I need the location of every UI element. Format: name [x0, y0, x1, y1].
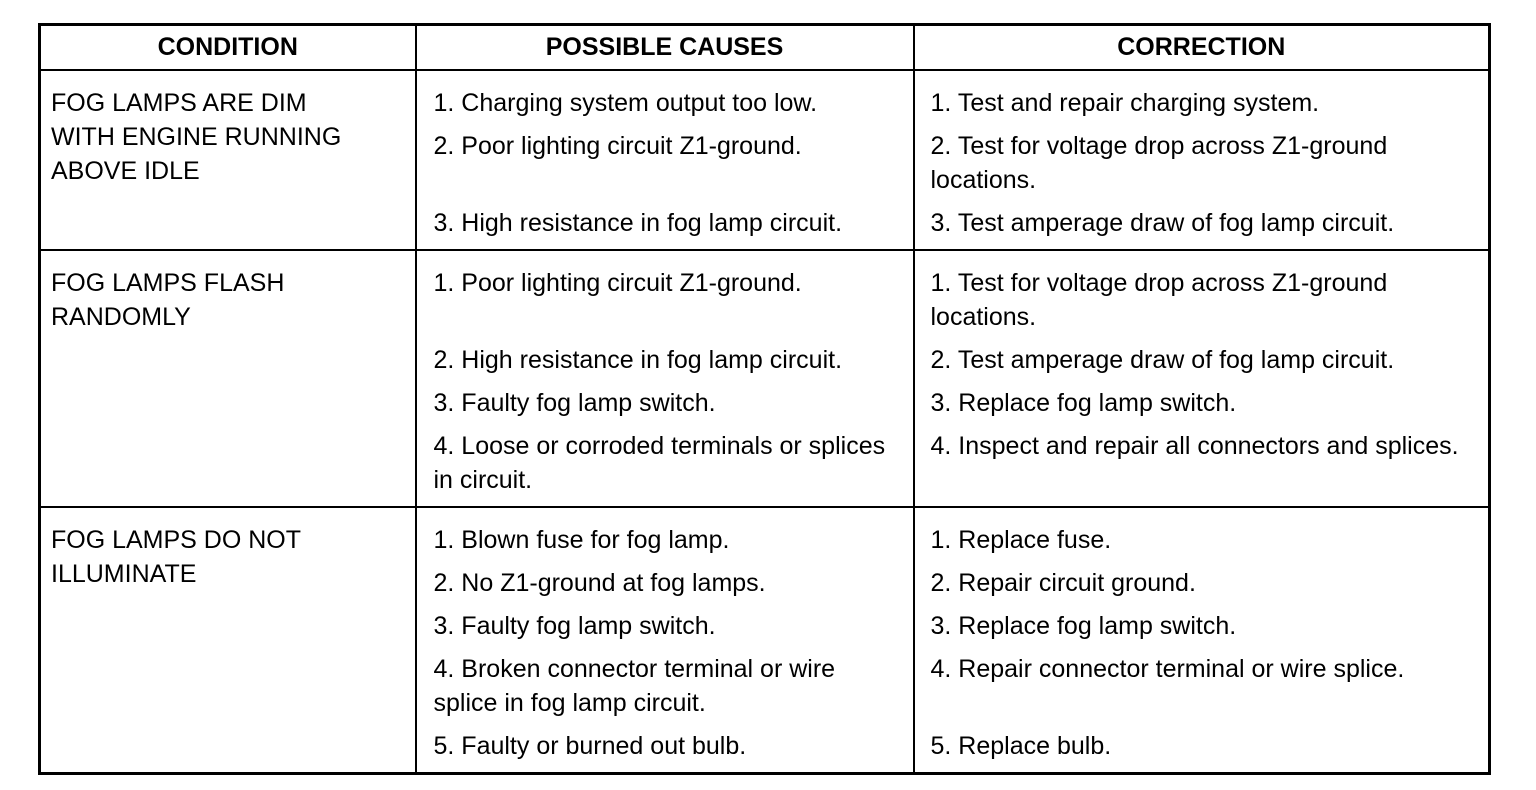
diagnosis-table — [38, 23, 1491, 775]
causes-cell — [416, 70, 914, 250]
condition-cell — [40, 507, 416, 774]
header-row — [40, 25, 1490, 71]
correction-item: 4. Repair connector terminal or wire splice. — [930, 655, 1405, 683]
cause-item: 3. High resistance in fog lamp circuit. — [433, 209, 843, 237]
header-possible-causes: POSSIBLE CAUSES — [416, 25, 914, 71]
cause-item: 3. Faulty fog lamp switch. — [433, 389, 716, 417]
correction-item: 4. Inspect and repair all connectors and splices. — [930, 432, 1459, 460]
cause-item: 2. Poor lighting circuit Z1-ground. — [433, 132, 802, 160]
correction-item: 1. Replace fuse. — [930, 526, 1112, 554]
condition-cell — [40, 250, 416, 507]
cause-item: 5. Faulty or burned out bulb. — [433, 732, 747, 760]
table-row — [40, 507, 1490, 774]
correction-item: 1. Test and repair charging system. — [930, 89, 1320, 117]
correction-item: 3. Test amperage draw of fog lamp circuit. — [930, 209, 1395, 237]
correction-item: 1. Test for voltage drop across Z1-ground locations. — [930, 269, 1388, 331]
cause-item: 4. Broken connector terminal or wire splice in fog lamp circuit. — [433, 655, 836, 717]
correction-item: 2. Test amperage draw of fog lamp circuit. — [930, 346, 1395, 374]
condition-cell — [40, 70, 416, 250]
header-correction: CORRECTION — [914, 25, 1490, 71]
causes-cell — [416, 507, 914, 774]
correction-item: 3. Replace fog lamp switch. — [930, 389, 1237, 417]
header-condition: CONDITION — [40, 25, 416, 71]
condition-text: FOG LAMPS DO NOT ILLUMINATE — [51, 526, 302, 588]
cause-item: 2. No Z1-ground at fog lamps. — [433, 569, 766, 597]
cause-item: 1. Poor lighting circuit Z1-ground. — [433, 269, 802, 297]
correction-item: 3. Replace fog lamp switch. — [930, 612, 1237, 640]
correction-item: 2. Test for voltage drop across Z1-ground locations. — [930, 132, 1388, 194]
correction-item: 5. Replace bulb. — [930, 732, 1112, 760]
cause-item: 1. Charging system output too low. — [433, 89, 818, 117]
causes-cell — [416, 250, 914, 507]
table-row — [40, 70, 1490, 250]
corrections-cell — [914, 70, 1490, 250]
cause-item: 1. Blown fuse for fog lamp. — [433, 526, 730, 554]
correction-item: 2. Repair circuit ground. — [930, 569, 1196, 597]
condition-text: FOG LAMPS FLASH RANDOMLY — [51, 269, 285, 331]
corrections-cell — [914, 250, 1490, 507]
cause-item: 3. Faulty fog lamp switch. — [433, 612, 716, 640]
condition-text: FOG LAMPS ARE DIM WITH ENGINE RUNNING ABOVE IDLE — [51, 89, 342, 185]
cause-item: 2. High resistance in fog lamp circuit. — [433, 346, 843, 374]
corrections-cell — [914, 507, 1490, 774]
table-row — [40, 250, 1490, 507]
cause-item: 4. Loose or corroded terminals or splices in circuit. — [433, 432, 886, 494]
